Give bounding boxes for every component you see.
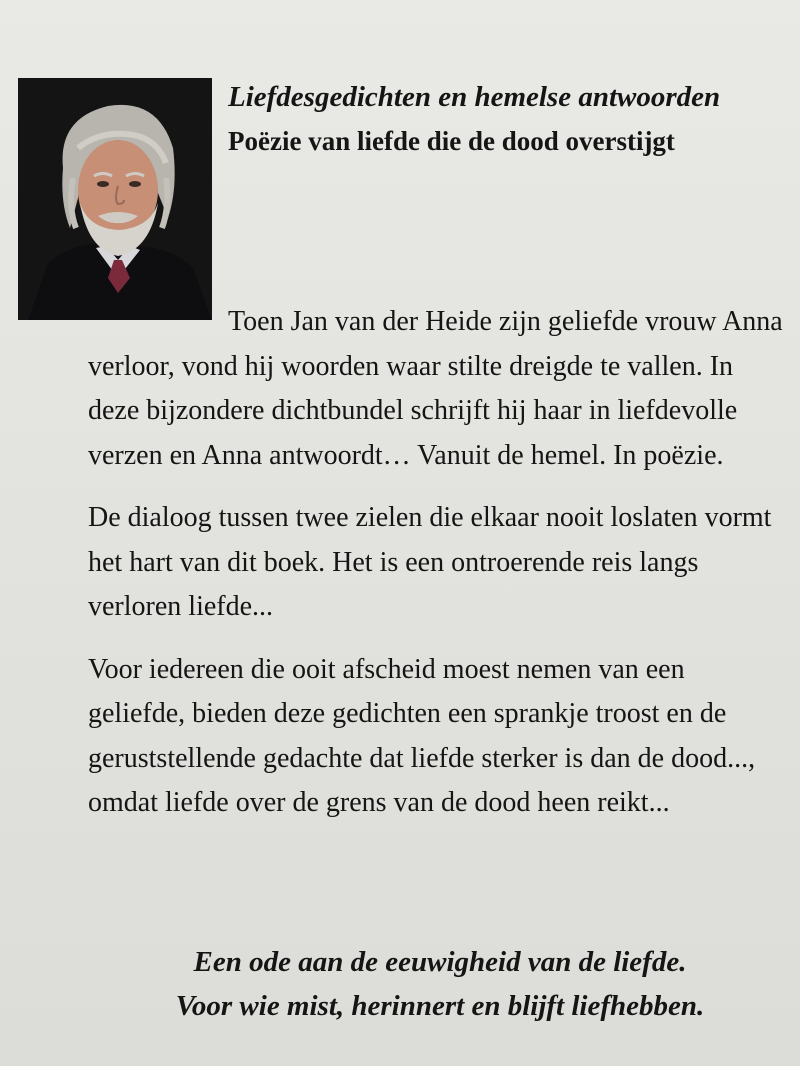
closing-line-2: Voor wie mist, herinnert en blijft liefhebben. — [175, 990, 705, 1022]
book-description — [88, 300, 788, 826]
book-subtitle: Poëzie van liefde die de dood overstijgt — [228, 126, 675, 156]
author-portrait-icon — [18, 78, 212, 320]
description-paragraph: De dialoog tussen twee zielen die elkaar nooit loslaten vormt het hart van dit boek. Het is een ontroerende reis langs verloren liefde... — [88, 502, 772, 622]
book-title: Liefdesgedichten en hemelse antwoorden — [228, 81, 721, 113]
description-paragraph: Toen Jan van der Heide zijn geliefde vrouw Anna verloor, vond hij woorden waar stilte dreigde te vallen. In deze bijzondere dichtbundel schrijft hij haar in liefdevolle verzen en Anna antwoordt… Vanuit de hemel. In poëzie. — [88, 306, 783, 471]
closing-line-1: Een ode aan de eeuwigheid van de liefde. — [193, 946, 687, 978]
description-paragraph: Voor iedereen die ooit afscheid moest nemen van een geliefde, bieden deze gedichten een sprankje troost en de geruststellende gedachte dat liefde sterker is dan de dood..., omdat liefde over de grens van de dood heen reikt... — [88, 653, 756, 818]
closing-statement — [90, 940, 790, 1028]
author-photo — [18, 78, 212, 320]
book-header — [228, 76, 788, 162]
